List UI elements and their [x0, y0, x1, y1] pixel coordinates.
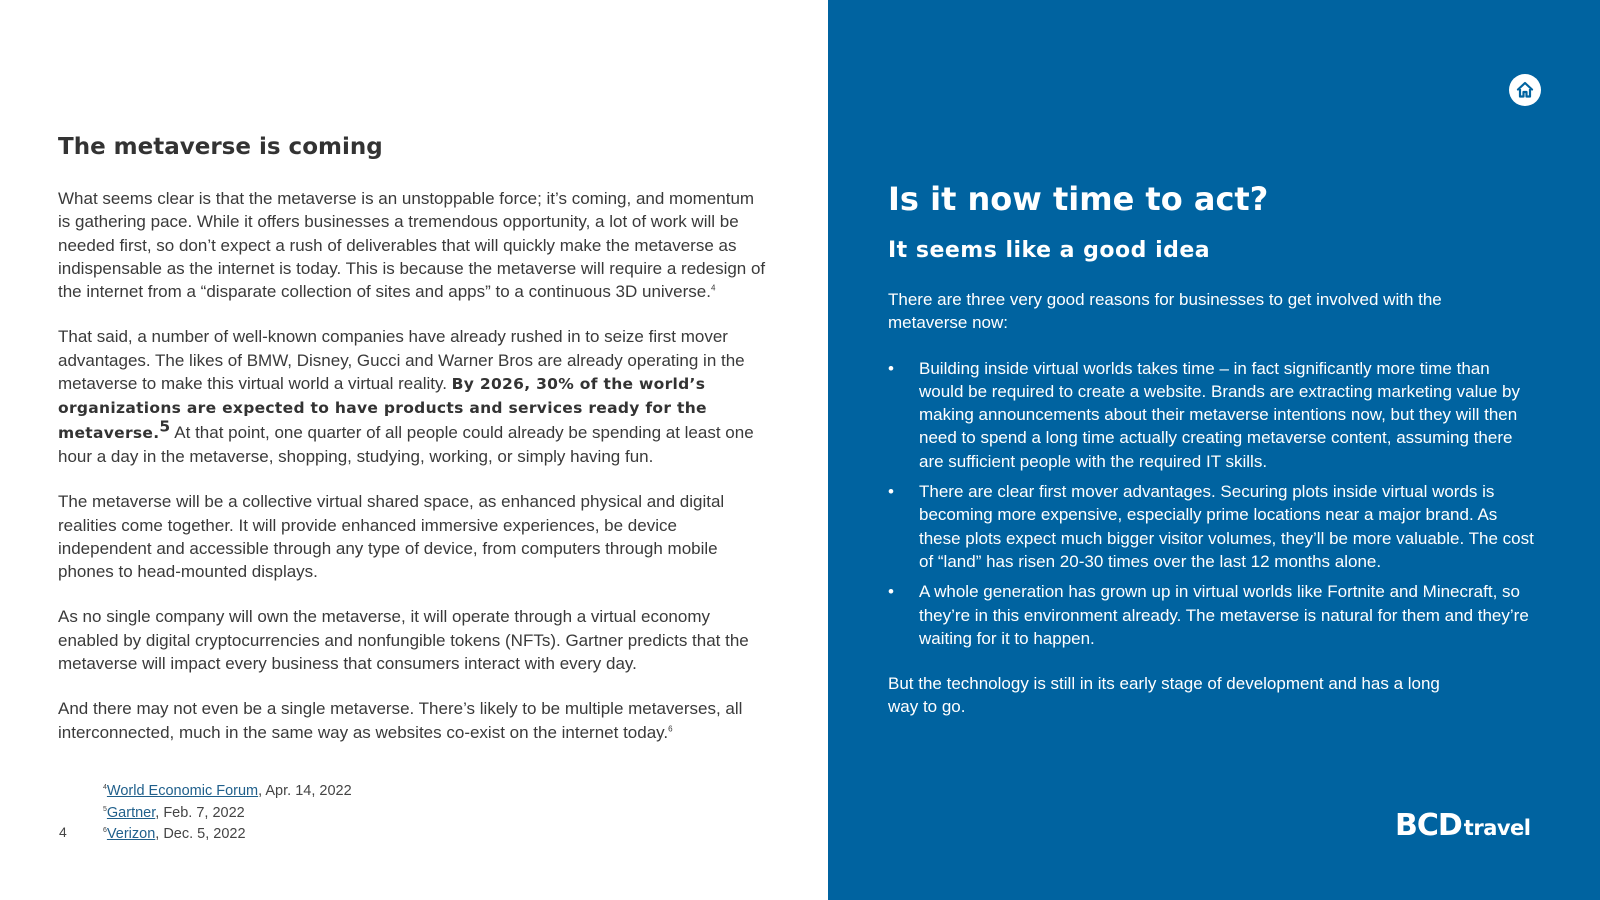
footnote-ref: 4 — [710, 283, 716, 293]
list-item-text: A whole generation has grown up in virtual worlds like Fortnite and Minecraft, so they’re in this environment already. The metaverse is natural for them and they’re waiting for it to happen. — [919, 582, 1529, 648]
footnote-number: 6 — [103, 827, 107, 835]
footnote-date: , Apr. 14, 2022 — [258, 783, 352, 799]
list-item — [888, 480, 1538, 573]
footnote-ref: 6 — [668, 723, 673, 733]
paragraph-text: That said, a number of well-known companies have already rushed in to seize first mover advantages. The likes of BMW, Disney, Gucci and Warner Bros are already operating in the metaverse to make this virtual world a virtual reality. — [58, 327, 745, 394]
reasons-list — [888, 357, 1538, 651]
intro-text: There are three very good reasons for businesses to get involved with the metaverse now: — [888, 290, 1442, 333]
paragraph-1 — [58, 187, 770, 303]
footnote-link-gartner[interactable]: Gartner — [106, 804, 156, 821]
section-heading: The metaverse is coming — [58, 134, 383, 160]
home-icon — [1515, 80, 1535, 100]
list-item-text: There are clear first mover advantages. Securing plots inside virtual words is becoming more expensive, especially prime locations near a major brand. As these plots expect much bigger visitor volumes, they’ll be more valuable. The cost of “land” has risen 20-30 times over the last 12 months alone. — [919, 482, 1534, 571]
right-subtitle: It seems like a good idea — [888, 238, 1211, 263]
footnote-item — [103, 803, 352, 825]
outro-text: But the technology is still in its early stage of development and has a long way to go. — [888, 674, 1440, 717]
right-title: Is it now time to act? — [888, 180, 1269, 218]
footnote-item — [103, 781, 352, 803]
footnote-ref: 5 — [159, 417, 171, 436]
paragraph-text: What seems clear is that the metaverse is an unstoppable force; it’s coming, and momentum is gathering pace. While it offers businesses a tremendous opportunity, a lot of work will be needed first, so don’t expect a rush of deliverables that will quickly make the metaverse as indispensable as the internet is today. This is because the metaverse will require a redesign of the internet from a “disparate collection of sites and apps” to a continuous 3D universe. — [58, 189, 766, 302]
bullet-icon: • — [888, 582, 894, 602]
list-item — [888, 580, 1538, 650]
logo-bcd-text: BCD — [1395, 808, 1462, 843]
left-body — [58, 187, 770, 766]
home-button[interactable] — [1509, 74, 1541, 106]
footnote-item — [103, 824, 352, 846]
right-body — [888, 288, 1538, 719]
logo-travel-text: travel — [1463, 816, 1531, 840]
paragraph-text: At that point, one quarter of all people could already be spending at least one hour a day in the metaverse, shopping, studying, working, or simply having fun. — [58, 422, 754, 466]
paragraph-3 — [58, 490, 770, 583]
footnote-link-world-economic-forum[interactable]: World Economic Forum — [106, 783, 259, 799]
bullet-icon: • — [888, 482, 894, 502]
bullet-icon: • — [888, 358, 894, 378]
footnote-date: , Feb. 7, 2022 — [155, 804, 245, 821]
bcd-travel-logo — [1395, 808, 1531, 843]
footnotes — [103, 781, 352, 846]
paragraph-5 — [58, 697, 770, 744]
footnote-number: 4 — [103, 784, 107, 792]
paragraph-text: And there may not even be a single metaverse. There’s likely to be multiple metaverses, all interconnected, much in the same way as websites co-exist on the internet today. — [58, 699, 743, 742]
footnote-date: , Dec. 5, 2022 — [155, 826, 246, 842]
list-item-text: Building inside virtual worlds takes time – in fact significantly more time than would be required to create a website. Brands are extracting marketing value by making announcements about their metaverse intentions now, but they will then need to spend a long time actually creating metaverse content, assuming there are sufficient people with the required IT skills. — [919, 358, 1520, 471]
paragraph-2 — [58, 325, 770, 468]
paragraph-text: As no single company will own the metaverse, it will operate through a virtual economy enabled by digital cryptocurrencies and nonfungible tokens (NFTs). Gartner predicts that the metaverse will impact every business that consumers interact with every day. — [58, 607, 749, 674]
highlight-statistic: By 2026, 30% of the world’s organizations are expected to have products and services ready for the metaverse. — [58, 375, 707, 442]
paragraph-4 — [58, 605, 770, 675]
footnote-link-verizon[interactable]: Verizon — [106, 826, 156, 842]
page-number: 4 — [59, 824, 67, 840]
paragraph-text: The metaverse will be a collective virtual shared space, as enhanced physical and digital realities come together. It will provide enhanced immersive experiences, be device independent and accessible through any type of device, from computers through mobile phones to head-mounted displays. — [58, 492, 725, 582]
footnote-number: 5 — [103, 805, 107, 813]
list-item — [888, 357, 1538, 473]
